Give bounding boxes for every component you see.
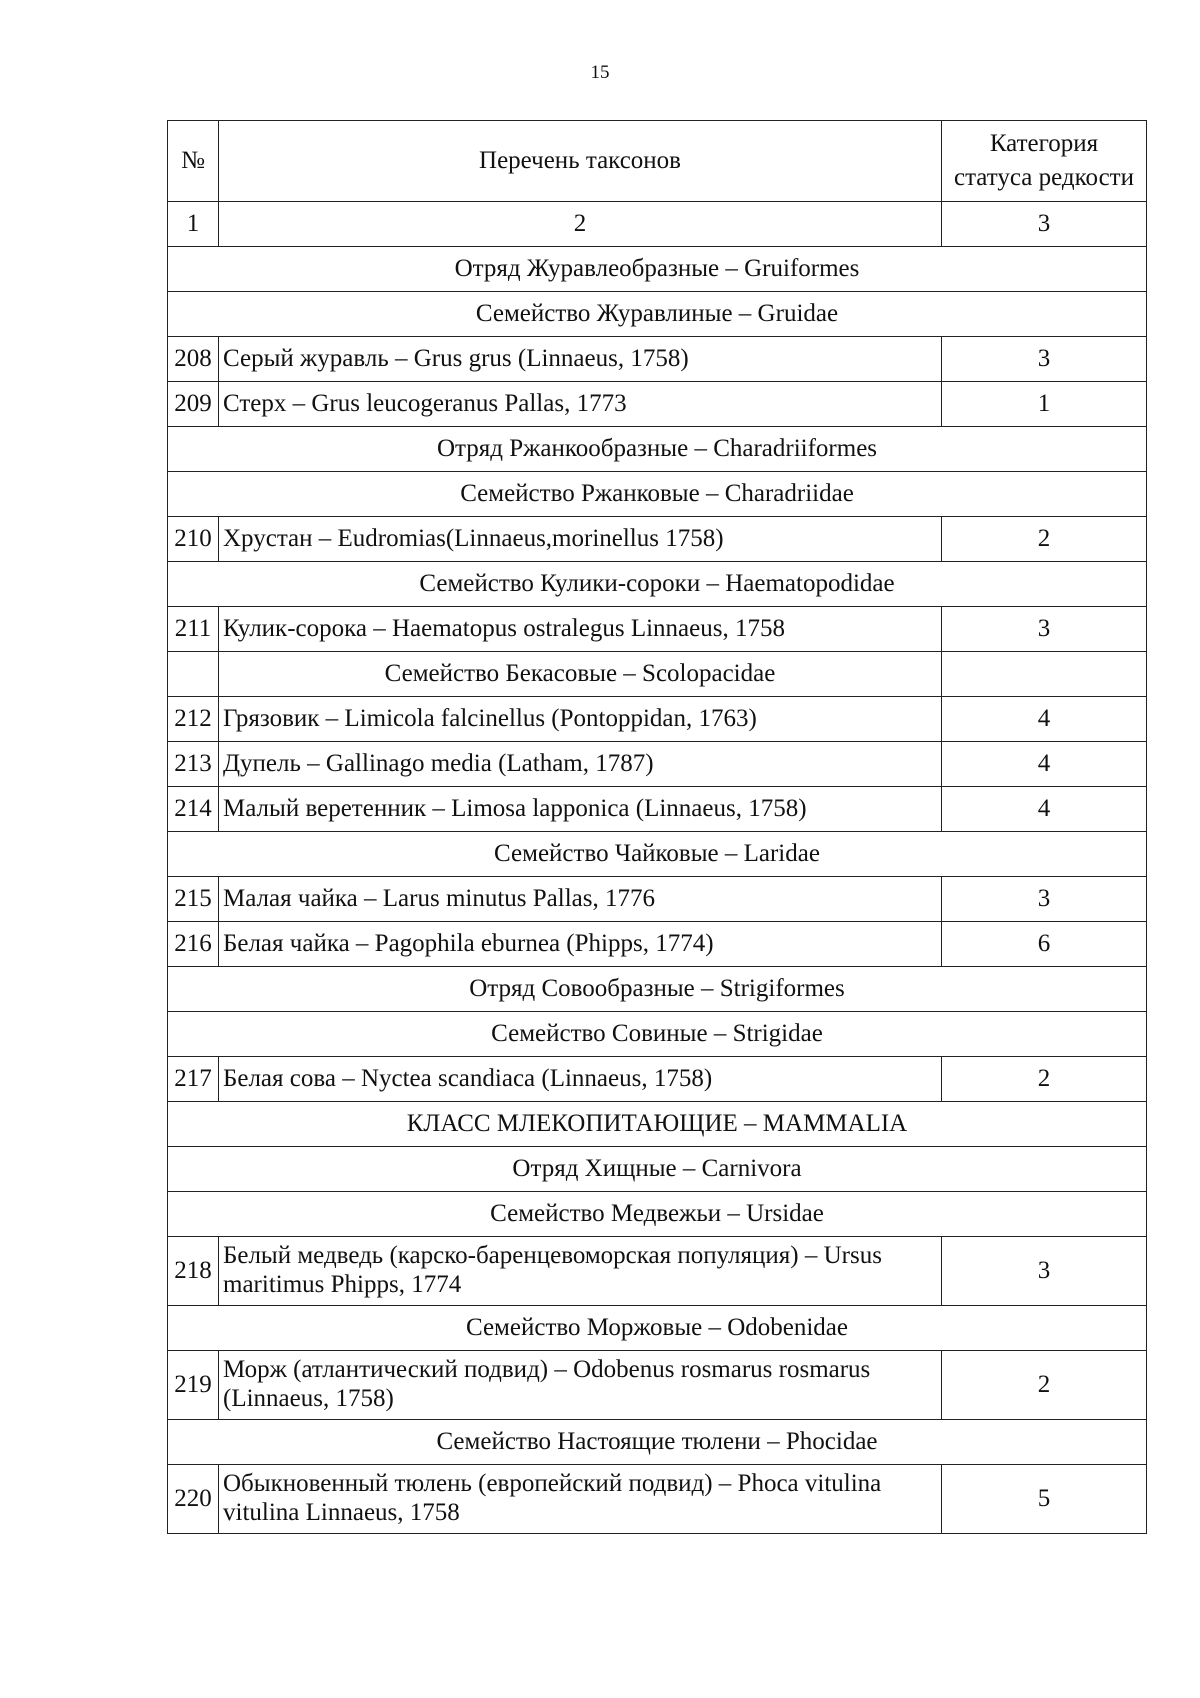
header-rarity-category-line1: Категория <box>989 130 1099 158</box>
taxon-number: 216 <box>168 922 219 967</box>
header-taxa-list: Перечень таксонов <box>219 121 942 202</box>
section-row <box>168 1102 1147 1147</box>
rarity-category: 3 <box>942 877 1147 922</box>
taxon-name: Стерх – Grus leucogeranus Pallas, 1773 <box>219 382 942 427</box>
rarity-category: 5 <box>942 1465 1147 1534</box>
section-heading: Семейство Журавлиные – Gruidae <box>168 292 1147 337</box>
section-row <box>168 292 1147 337</box>
section-heading: Семейство Бекасовые – Scolopacidae <box>219 652 942 697</box>
taxon-row <box>168 877 1147 922</box>
section-row <box>168 1420 1147 1465</box>
taxon-row <box>168 337 1147 382</box>
taxon-row <box>168 607 1147 652</box>
section-row <box>168 832 1147 877</box>
rarity-category: 2 <box>942 1351 1147 1420</box>
rarity-category: 4 <box>942 787 1147 832</box>
taxon-name: Малая чайка – Larus minutus Pallas, 1776 <box>219 877 942 922</box>
taxon-number: 220 <box>168 1465 219 1534</box>
taxon-number: 218 <box>168 1237 219 1306</box>
empty-cell <box>942 652 1147 697</box>
taxon-number: 208 <box>168 337 219 382</box>
section-heading: Семейство Моржовые – Odobenidae <box>168 1306 1147 1351</box>
section-row <box>168 562 1147 607</box>
taxon-number: 212 <box>168 697 219 742</box>
rarity-category: 4 <box>942 742 1147 787</box>
section-heading: Отряд Журавлеобразные – Gruiformes <box>168 247 1147 292</box>
taxon-name: Дупель – Gallinago media (Latham, 1787) <box>219 742 942 787</box>
section-row <box>168 1306 1147 1351</box>
section-heading: Отряд Совообразные – Strigiformes <box>168 967 1147 1012</box>
taxon-row <box>168 382 1147 427</box>
taxon-row <box>168 1465 1147 1534</box>
taxon-name: Обыкновенный тюлень (европейский подвид) – Phoca vitulina vitulina Linnaeus, 1758 <box>219 1465 942 1534</box>
rarity-category: 2 <box>942 1057 1147 1102</box>
page-number: 15 <box>590 62 610 83</box>
taxon-number: 219 <box>168 1351 219 1420</box>
section-heading: КЛАСС МЛЕКОПИТАЮЩИЕ – MAMMALIA <box>168 1102 1147 1147</box>
header-rarity-category-line2: статуса редкости <box>953 164 1134 191</box>
taxon-name: Морж (атлантический подвид) – Odobenus rosmarus rosmarus (Linnaeus, 1758) <box>219 1351 942 1420</box>
taxon-number: 210 <box>168 517 219 562</box>
table-header-row <box>168 121 1147 202</box>
section-heading: Семейство Совиные – Strigidae <box>168 1012 1147 1057</box>
taxon-name: Грязовик – Limicola falcinellus (Pontoppidan, 1763) <box>219 697 942 742</box>
taxon-row <box>168 1237 1147 1306</box>
header-number: № <box>168 121 219 202</box>
header-rarity-category <box>942 121 1147 202</box>
section-row <box>168 472 1147 517</box>
taxon-name: Белая сова – Nyctea scandiaca (Linnaeus, 1758) <box>219 1057 942 1102</box>
column-index-2: 2 <box>219 202 942 247</box>
taxon-row <box>168 697 1147 742</box>
rarity-category: 3 <box>942 607 1147 652</box>
taxon-row <box>168 517 1147 562</box>
taxon-name: Хрустан – Eudromias(Linnaeus,morinellus 1758) <box>219 517 942 562</box>
rarity-category: 1 <box>942 382 1147 427</box>
taxon-name: Кулик-сорока – Haematopus ostralegus Linnaeus, 1758 <box>219 607 942 652</box>
column-index-row <box>168 202 1147 247</box>
taxon-name: Серый журавль – Grus grus (Linnaeus, 1758) <box>219 337 942 382</box>
rarity-category: 6 <box>942 922 1147 967</box>
section-heading: Семейство Настоящие тюлени – Phocidae <box>168 1420 1147 1465</box>
section-heading: Семейство Кулики-сороки – Haematopodidae <box>168 562 1147 607</box>
rarity-category: 3 <box>942 1237 1147 1306</box>
taxon-row <box>168 922 1147 967</box>
section-heading: Семейство Чайковые – Laridae <box>168 832 1147 877</box>
section-row <box>168 1192 1147 1237</box>
section-row <box>168 427 1147 472</box>
taxon-name: Малый веретенник – Limosa lapponica (Linnaeus, 1758) <box>219 787 942 832</box>
rarity-category: 2 <box>942 517 1147 562</box>
column-index-1: 1 <box>168 202 219 247</box>
section-row <box>168 1012 1147 1057</box>
empty-cell <box>168 652 219 697</box>
taxon-row <box>168 787 1147 832</box>
taxon-name: Белый медведь (карско-баренцевоморская популяция) – Ursus maritimus Phipps, 1774 <box>219 1237 942 1306</box>
rarity-category: 4 <box>942 697 1147 742</box>
taxon-name: Белая чайка – Pagophila eburnea (Phipps, 1774) <box>219 922 942 967</box>
taxon-number: 209 <box>168 382 219 427</box>
taxon-number: 214 <box>168 787 219 832</box>
taxon-row <box>168 1351 1147 1420</box>
section-heading: Отряд Ржанкообразные – Charadriiformes <box>168 427 1147 472</box>
section-heading: Отряд Хищные – Carnivora <box>168 1147 1147 1192</box>
section-heading: Семейство Медвежьи – Ursidae <box>168 1192 1147 1237</box>
taxon-number: 211 <box>168 607 219 652</box>
rarity-category: 3 <box>942 337 1147 382</box>
taxon-number: 213 <box>168 742 219 787</box>
taxon-number: 217 <box>168 1057 219 1102</box>
rare-taxa-table <box>167 120 1147 1534</box>
taxon-row <box>168 742 1147 787</box>
section-row <box>168 1147 1147 1192</box>
taxa-table-body <box>168 121 1147 1534</box>
section-row <box>168 247 1147 292</box>
section-row <box>168 967 1147 1012</box>
section-row <box>168 652 1147 697</box>
taxon-row <box>168 1057 1147 1102</box>
section-heading: Семейство Ржанковые – Charadriidae <box>168 472 1147 517</box>
taxon-number: 215 <box>168 877 219 922</box>
column-index-3: 3 <box>942 202 1147 247</box>
